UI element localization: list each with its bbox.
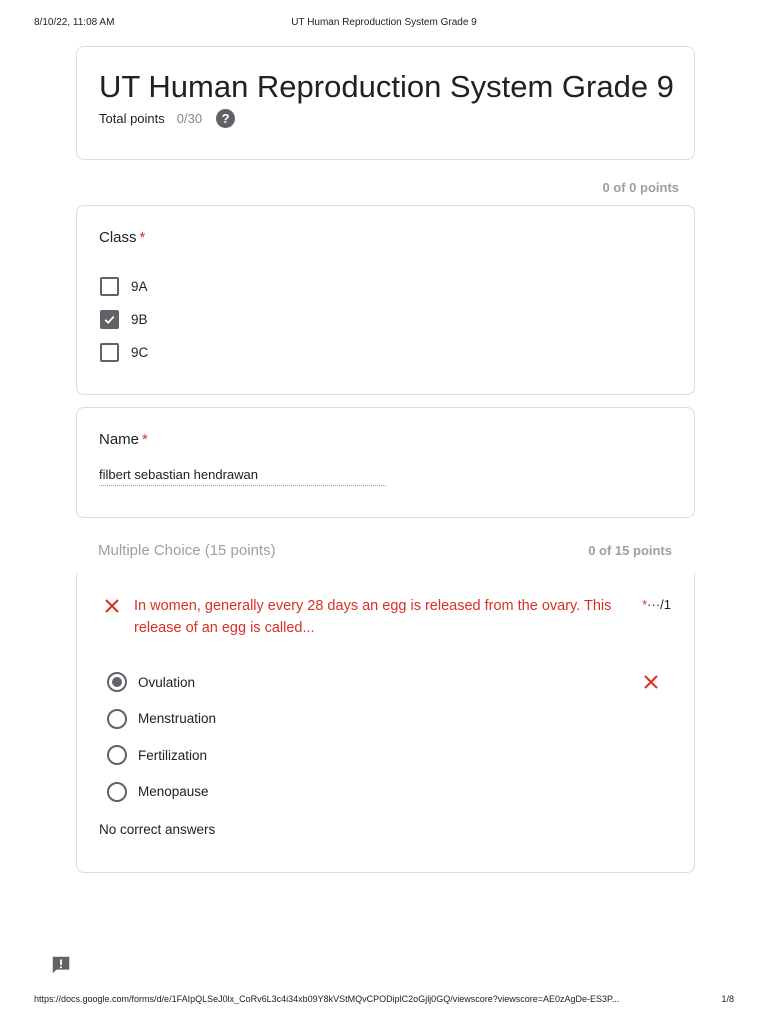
wrong-answer-icon [643, 674, 659, 690]
checkbox[interactable] [100, 310, 119, 329]
close-icon [104, 598, 120, 614]
class-option-9b[interactable] [100, 303, 148, 336]
feedback-text: No correct answers [99, 822, 216, 837]
option-label: Menopause [138, 784, 209, 800]
name-question-label [99, 431, 148, 448]
score-value: ···/1 [647, 597, 671, 612]
radio-button[interactable] [107, 745, 127, 765]
name-label-text: Name [99, 431, 140, 448]
option-label: 9B [131, 312, 148, 327]
feedback-icon[interactable] [50, 954, 72, 976]
class-option-9a[interactable] [100, 270, 148, 303]
question-card [76, 573, 695, 873]
page-number: 1/8 [721, 994, 734, 1004]
print-datetime: 8/10/22, 11:08 AM [34, 17, 115, 28]
checkbox[interactable] [100, 277, 119, 296]
total-points-label: Total points [99, 111, 165, 126]
class-question-card [76, 205, 695, 395]
class-section-points: 0 of 0 points [602, 180, 679, 195]
section-title: Multiple Choice (15 points) [98, 542, 276, 559]
required-asterisk: * [142, 431, 148, 448]
checkbox[interactable] [100, 343, 119, 362]
class-question-label [99, 229, 145, 246]
page-url: https://docs.google.com/forms/d/e/1FAIpQLSeJ0lx_CoRv6L3c4i34xb09Y8kVStMQvCPODiplC2oGjlj0GQ/viewscore?viewscore=AE0zAgDe-ES3P... [34, 994, 620, 1004]
option-label: 9A [131, 279, 148, 294]
option-label: Ovulation [138, 674, 196, 690]
option-ovulation[interactable] [107, 664, 667, 701]
question-text: In women, generally every 28 days an egg is released from the ovary. This release of an egg is called... [134, 598, 612, 636]
radio-button[interactable] [107, 672, 127, 692]
form-title: UT Human Reproduction System Grade 9 [99, 69, 674, 104]
print-page-title: UT Human Reproduction System Grade 9 [291, 17, 477, 28]
option-label: 9C [131, 345, 149, 360]
form-title-card [76, 46, 695, 160]
option-fertilization[interactable] [107, 737, 667, 774]
class-option-9c[interactable] [100, 336, 148, 369]
class-options [100, 270, 148, 369]
radio-button[interactable] [107, 709, 127, 729]
option-menstruation[interactable] [107, 701, 667, 738]
total-points-row [99, 109, 235, 128]
check-icon [103, 313, 116, 326]
option-label: Fertilization [138, 747, 208, 763]
required-asterisk: * [642, 597, 648, 612]
help-circle-icon[interactable]: ? [216, 109, 235, 128]
option-label: Menstruation [138, 711, 217, 727]
answer-options [107, 664, 667, 810]
radio-button[interactable] [107, 782, 127, 802]
name-answer-field[interactable]: filbert sebastian hendrawan [99, 467, 386, 486]
question-score [642, 597, 671, 612]
section-points: 0 of 15 points [588, 543, 672, 558]
total-points-value: 0/30 [176, 111, 203, 126]
class-label-text: Class [99, 229, 137, 246]
name-question-card [76, 407, 695, 518]
option-menopause[interactable] [107, 774, 667, 811]
required-asterisk: * [139, 229, 146, 246]
